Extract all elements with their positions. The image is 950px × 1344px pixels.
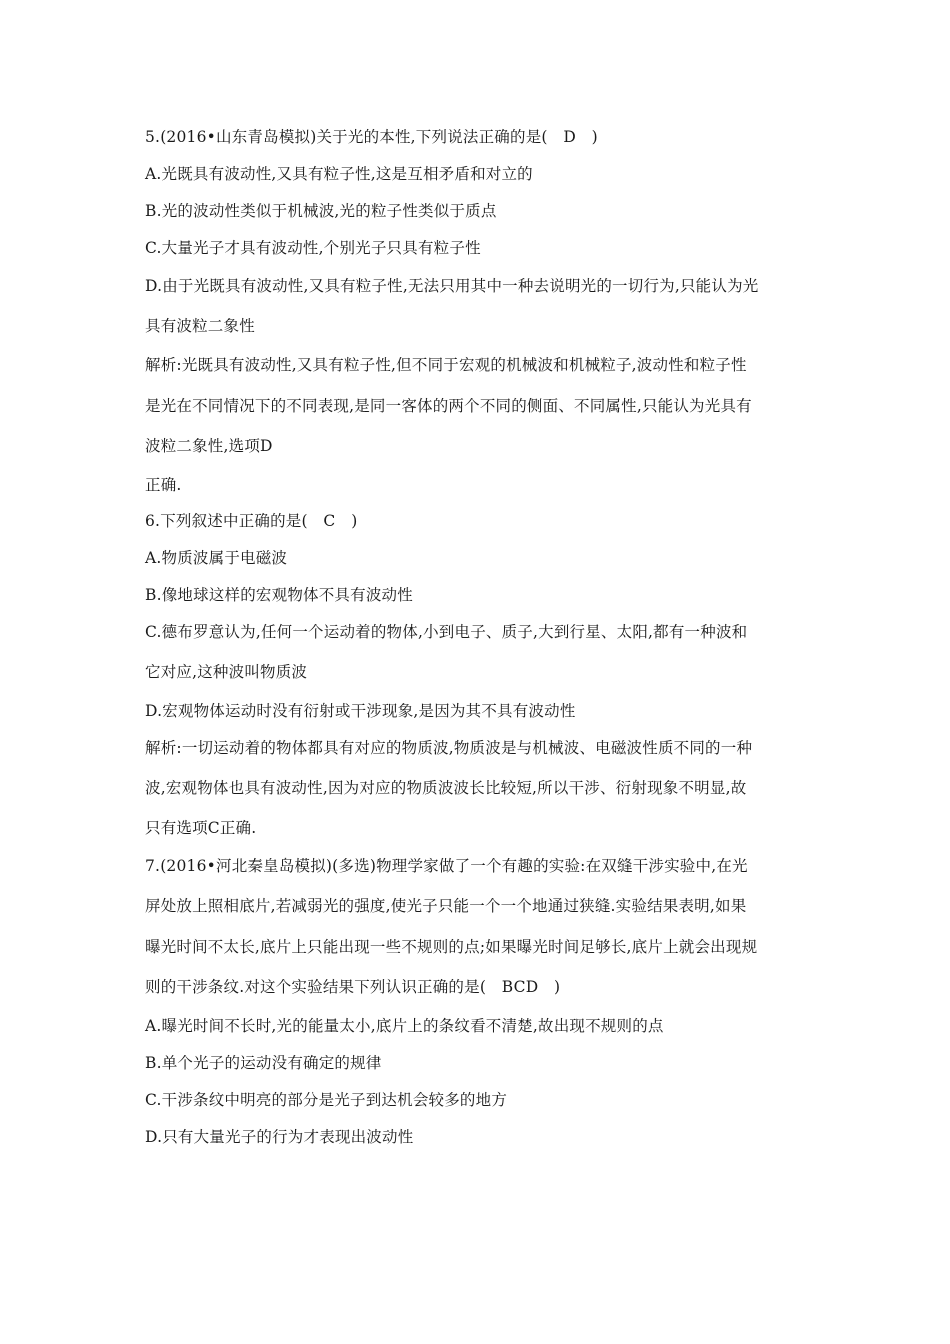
question-6-option-a: A.物质波属于电磁波: [145, 549, 288, 567]
question-5-analysis-end: 正确.: [145, 476, 182, 494]
question-6-analysis-cont: 波,宏观物体也具有波动性,因为对应的物质波波长比较短,所以干涉、衍射现象不明显,故: [145, 779, 747, 797]
question-5-option-d: D.由于光既具有波动性,又具有粒子性,无法只用其中一种去说明光的一切行为,只能认为光: [145, 277, 759, 295]
question-5-analysis: 解析:光既具有波动性,又具有粒子性,但不同于宏观的机械波和机械粒子,波动性和粒子性: [145, 356, 747, 374]
question-6-analysis-end: 只有选项C正确.: [145, 819, 257, 837]
question-6-stem: 6.下列叙述中正确的是( C ): [145, 512, 358, 530]
question-7-stem-cont: 曝光时间不太长,底片上只能出现一些不规则的点;如果曝光时间足够长,底片上就会出现规: [145, 938, 758, 956]
question-6-option-b: B.像地球这样的宏观物体不具有波动性: [145, 586, 413, 604]
question-6-option-d: D.宏观物体运动时没有衍射或干涉现象,是因为其不具有波动性: [145, 702, 576, 720]
question-5-analysis-cont: 是光在不同情况下的不同表现,是同一客体的两个不同的侧面、不同属性,只能认为光具有: [145, 397, 752, 415]
question-7-option-b: B.单个光子的运动没有确定的规律: [145, 1054, 382, 1072]
question-7-option-d: D.只有大量光子的行为才表现出波动性: [145, 1128, 414, 1146]
question-6-option-c-cont: 它对应,这种波叫物质波: [145, 663, 308, 681]
question-7-option-a: A.曝光时间不长时,光的能量太小,底片上的条纹看不清楚,故出现不规则的点: [145, 1017, 664, 1035]
question-5-stem: 5.(2016•山东青岛模拟)关于光的本性,下列说法正确的是( D ): [145, 128, 598, 146]
question-7-option-c: C.干涉条纹中明亮的部分是光子到达机会较多的地方: [145, 1091, 508, 1109]
question-7-stem-cont: 屏处放上照相底片,若减弱光的强度,使光子只能一个一个地通过狭缝.实验结果表明,如果: [145, 897, 747, 915]
question-5-option-b: B.光的波动性类似于机械波,光的粒子性类似于质点: [145, 202, 497, 220]
question-5-option-a: A.光既具有波动性,又具有粒子性,这是互相矛盾和对立的: [145, 165, 533, 183]
question-7-stem: 7.(2016•河北秦皇岛模拟)(多选)物理学家做了一个有趣的实验:在双缝干涉实验中,在光: [145, 857, 748, 875]
question-7-stem-end: 则的干涉条纹.对这个实验结果下列认识正确的是( BCD ): [145, 978, 561, 996]
question-5-analysis-cont: 波粒二象性,选项D: [145, 437, 273, 455]
question-6-analysis: 解析:一切运动着的物体都具有对应的物质波,物质波是与机械波、电磁波性质不同的一种: [145, 739, 753, 757]
question-5-option-d-cont: 具有波粒二象性: [145, 317, 255, 335]
question-5-option-c: C.大量光子才具有波动性,个别光子只具有粒子性: [145, 239, 481, 257]
question-6-option-c: C.德布罗意认为,任何一个运动着的物体,小到电子、质子,大到行星、太阳,都有一种波和: [145, 623, 748, 641]
